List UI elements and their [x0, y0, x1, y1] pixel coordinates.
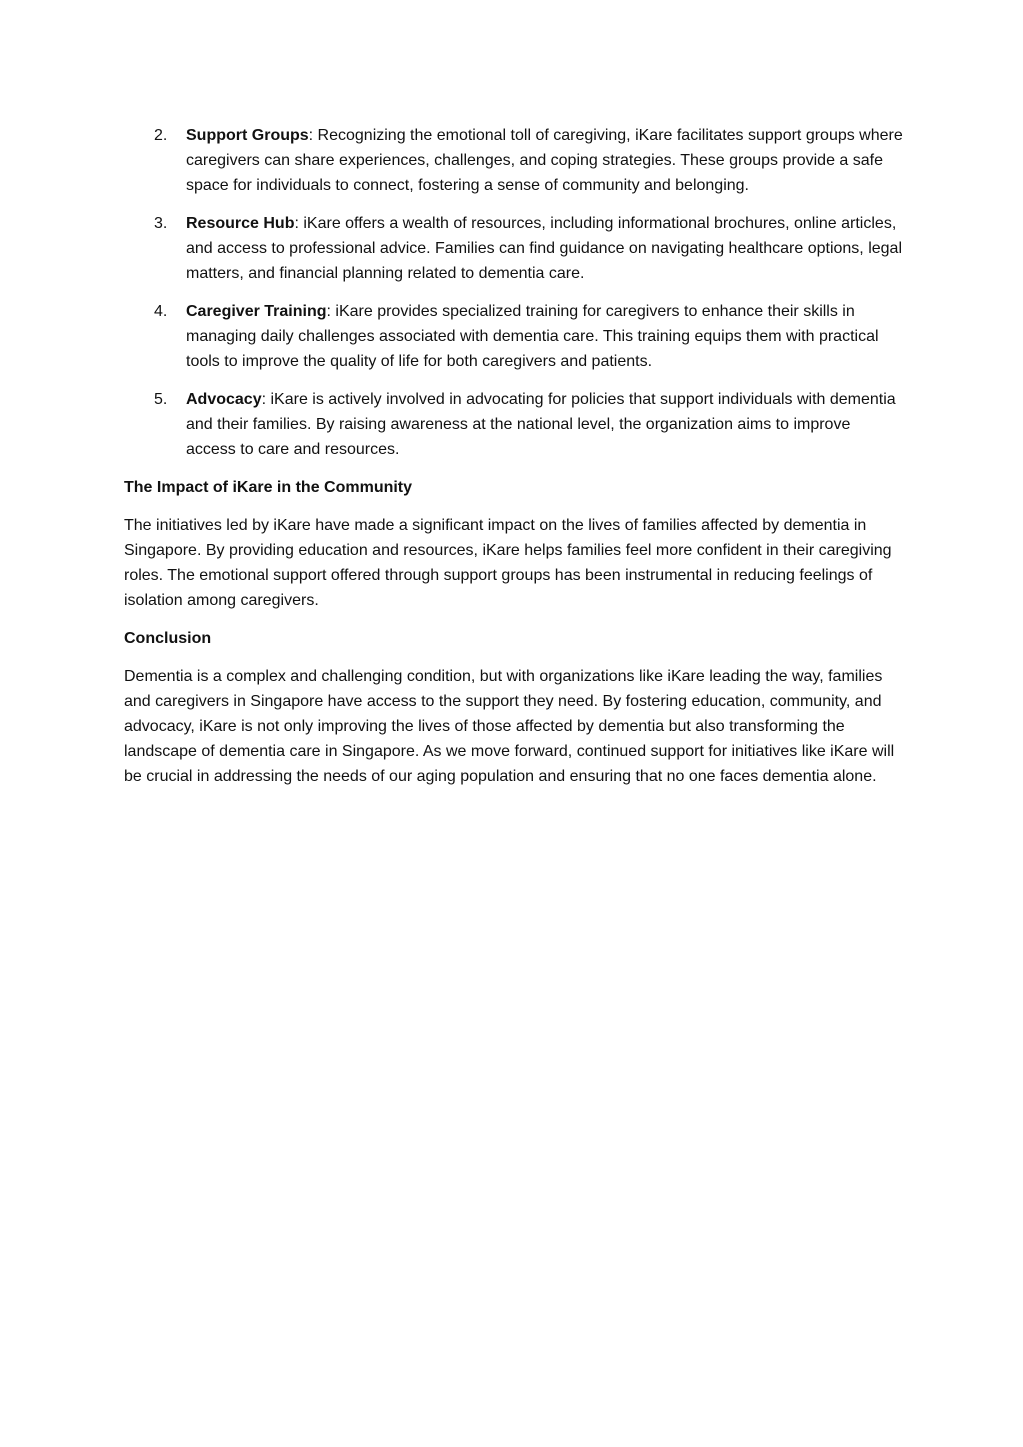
list-item-text: : iKare offers a wealth of resources, including informational brochures, online articles, and access to professional advice. Families can find guidance on navigating healthcare options, legal matters, and financial planning related to dementia care. — [186, 215, 902, 282]
list-item-text: : iKare is actively involved in advocating for policies that support individuals with dementia and their families. By raising awareness at the national level, the organization aims to improve access to care and resources. — [186, 391, 896, 458]
list-item-number: 2. — [154, 127, 168, 144]
list-item-term: Advocacy — [186, 391, 262, 408]
list-item-number: 3. — [154, 215, 168, 232]
list-item-number: 5. — [154, 391, 168, 408]
list-item-term: Support Groups — [186, 127, 309, 144]
list-item — [124, 211, 904, 286]
list-item — [124, 123, 904, 198]
list-item — [124, 387, 904, 462]
list-item-text: : iKare provides specialized training for caregivers to enhance their skills in managing daily challenges associated with dementia care. This training equips them with practical tools to improve the quality of life for both caregivers and patients. — [186, 303, 879, 370]
list-item — [124, 299, 904, 374]
conclusion-paragraph: Dementia is a complex and challenging condition, but with organizations like iKare leading the way, families and caregivers in Singapore have access to the support they need. By fostering education, community, and advocacy, iKare is not only improving the lives of those affected by dementia but also transforming the landscape of dementia care in Singapore. As we move forward, continued support for initiatives like iKare will be crucial in addressing the needs of our aging population and ensuring that no one faces dementia alone. — [124, 668, 895, 785]
impact-heading: The Impact of iKare in the Community — [124, 479, 413, 496]
list-item-number: 4. — [154, 303, 168, 320]
document-page — [124, 123, 904, 802]
list-item-text: : Recognizing the emotional toll of caregiving, iKare facilitates support groups where caregivers can share experiences, challenges, and coping strategies. These groups provide a safe space for individuals to connect, fostering a sense of community and belonging. — [186, 127, 903, 194]
list-item-term: Resource Hub — [186, 215, 295, 232]
list-item-term: Caregiver Training — [186, 303, 327, 320]
conclusion-heading: Conclusion — [124, 630, 212, 647]
numbered-list — [124, 123, 904, 462]
impact-paragraph: The initiatives led by iKare have made a significant impact on the lives of families affected by dementia in Singapore. By providing education and resources, iKare helps families feel more confident in their caregiving roles. The emotional support offered through support groups has been instrumental in reducing feelings of isolation among caregivers. — [124, 517, 892, 609]
